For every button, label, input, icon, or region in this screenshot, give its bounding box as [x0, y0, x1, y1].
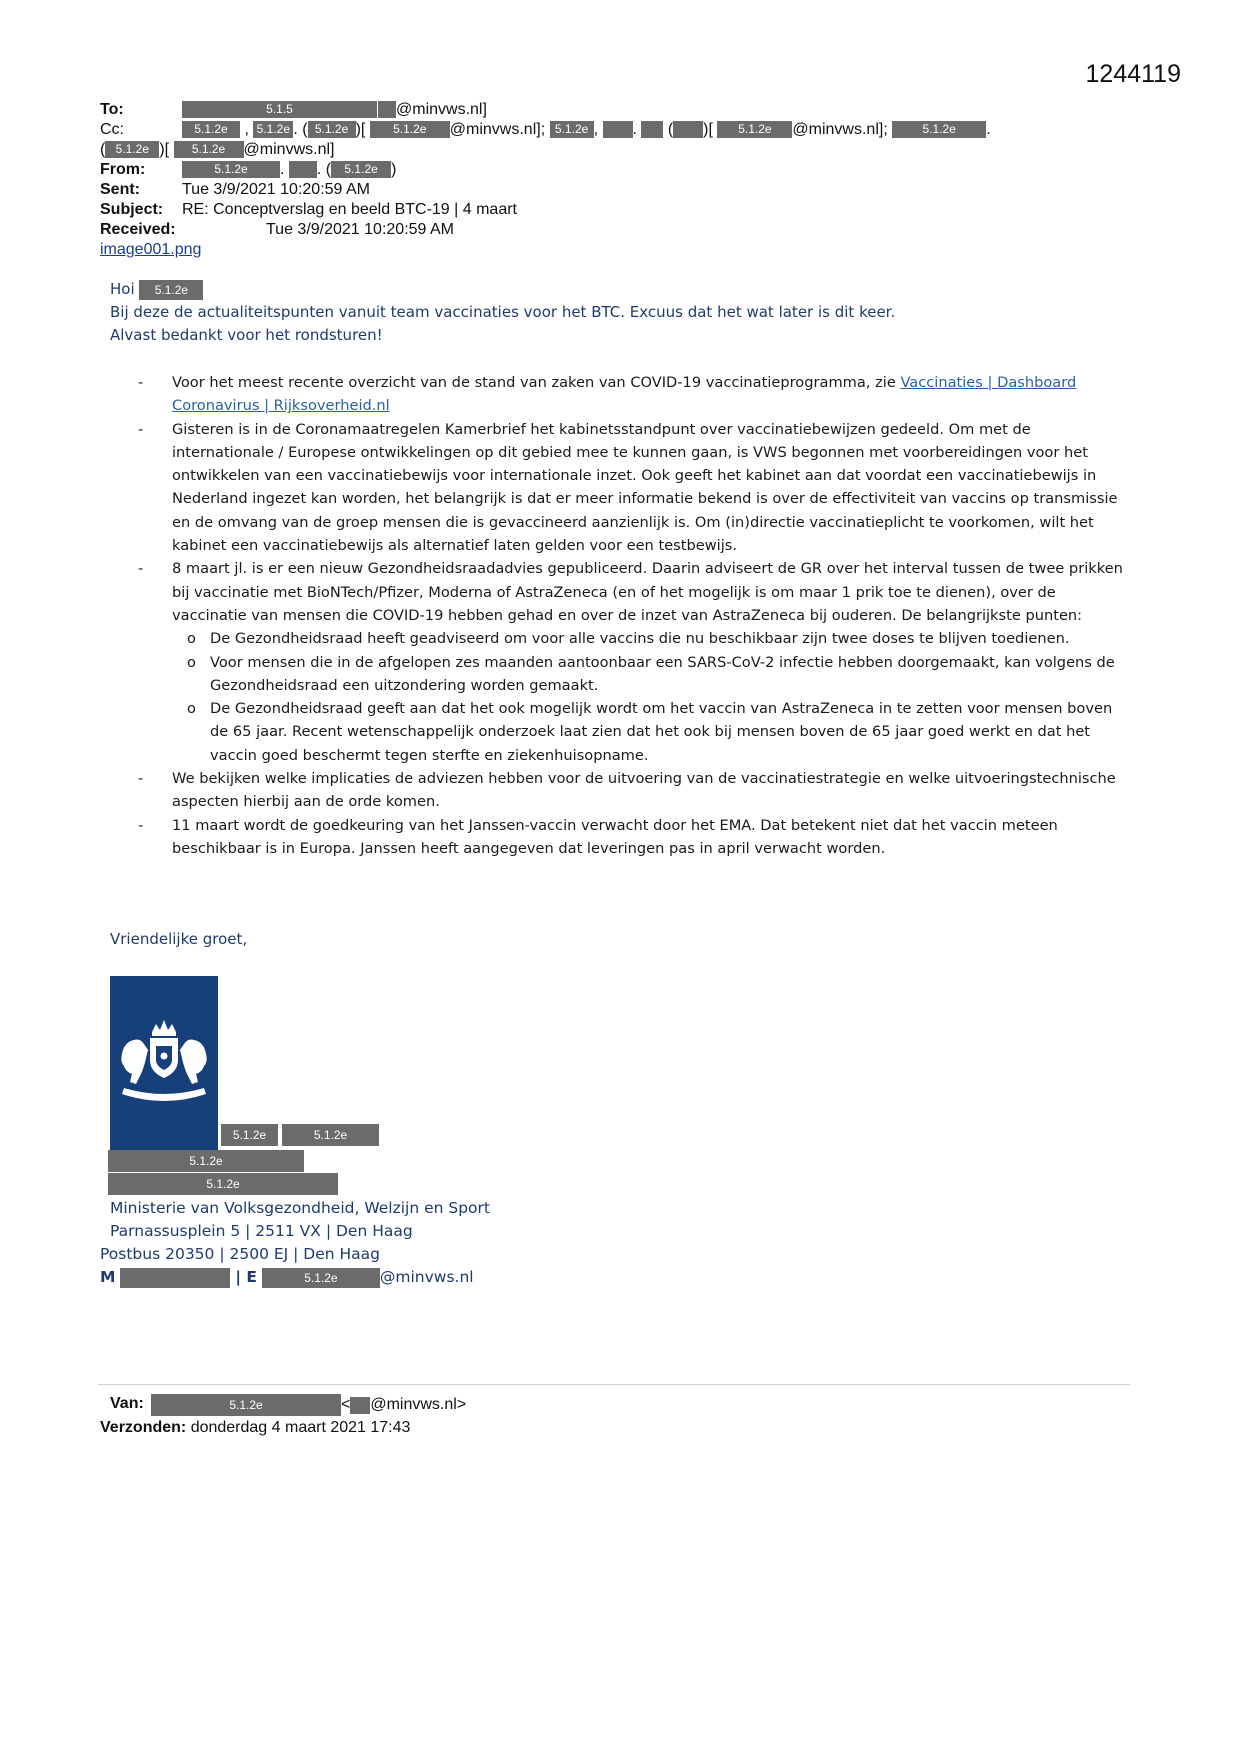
cc-line2-domain: @minvws.nl]: [243, 141, 335, 158]
attachment-link[interactable]: image001.png: [100, 241, 202, 258]
bullet-item: - 11 maart wordt de goedkeuring van het Janssen-vaccin verwacht door het EMA. Dat betekent niet dat het vaccin meteen beschikbaar is in Europa. Janssen heeft aangegeven dat leveringen pas in april verwacht worden.: [150, 814, 1130, 861]
redaction-box: 5.1.2e: [105, 141, 159, 158]
redaction-box: [350, 1397, 370, 1414]
redaction-box: 5.1.2e: [717, 121, 792, 138]
sub-bullet-item: o De Gezondheidsraad heeft geadviseerd om voor alle vaccins die nu beschikbaar zijn twee doses te blijven toedienen.: [150, 627, 1130, 650]
divider: [98, 1384, 1130, 1385]
coat-of-arms-icon: [110, 976, 218, 1150]
bullet-list: [138, 371, 1130, 860]
dash-marker: -: [138, 374, 144, 391]
cc-domain-2: @minvws.nl];: [792, 121, 888, 138]
redaction-box: [641, 121, 663, 138]
bullet-item: - 8 maart jl. is er een nieuw Gezondheidsraadadvies gepubliceerd. Daarin adviseert de GR over het interval tussen de twee prikken bij vaccinatie met BioNTech/Pfizer, Moderna of AstraZeneca (en of het mogelijk is om maar 1 prik toe te dienen), over de vaccinatie van mensen die COVID-19 hebben gehad en over de inzet van AstraZeneca bij ouderen. De belangrijkste punten:: [150, 557, 1130, 627]
received-value: Tue 3/9/2021 10:20:59 AM: [266, 221, 454, 238]
redaction-box: 5.1.2e: [282, 1124, 379, 1146]
redaction-box: 5.1.2e: [108, 1150, 304, 1172]
signature-name-row-2: [108, 1150, 304, 1172]
redaction-box: 5.1.2e: [892, 121, 986, 138]
cc-value: 5.1.2e , 5.1.2e . ( 5.1.2e )[ 5.1.2e @minvws.nl]; 5.1.2e , . ( )[ 5.1.2e @minvws.nl]; 5.1.2e .: [182, 120, 991, 140]
circle-marker: o: [187, 700, 196, 718]
redaction-box: 5.1.2e: [108, 1173, 338, 1195]
address-line-2: Postbus 20350 | 2500 EJ | Den Haag: [100, 1245, 381, 1263]
redaction-box: 5.1.2e: [139, 280, 203, 300]
greeting-line-2: Alvast bedankt voor het rondsturen!: [110, 326, 383, 344]
redaction-box: [289, 161, 317, 178]
van-row: [110, 1394, 144, 1414]
dash-marker: -: [138, 420, 144, 438]
e-label: | E: [235, 1268, 257, 1286]
greeting-hoi: Hoi 5.1.2e: [110, 278, 203, 301]
subject-value: RE: Conceptverslag en beeld BTC-19 | 4 maart: [182, 201, 517, 218]
redaction-box: 5.1.2e: [331, 161, 391, 178]
van-domain: @minvws.nl>: [370, 1396, 467, 1414]
from-label: From:: [100, 161, 146, 178]
redaction-box: 5.1.2e: [221, 1124, 278, 1146]
subject-label: Subject:: [100, 201, 164, 218]
address-line-1: Parnassusplein 5 | 2511 VX | Den Haag: [110, 1222, 413, 1240]
redaction-box: 5.1.2e: [262, 1268, 380, 1288]
van-label: Van:: [110, 1395, 144, 1412]
redaction-box: 5.1.2e: [151, 1394, 341, 1416]
bullet-item: - Voor het meest recente overzicht van de stand van zaken van COVID-19 vaccinatieprogramma, zie Vaccinaties | Dashboard Coronavirus | Rijksoverheid.nl: [150, 371, 1130, 418]
circle-marker: o: [187, 653, 196, 671]
to-row: [100, 100, 124, 120]
verzonden-row: [100, 1418, 410, 1438]
redaction-box: [673, 121, 703, 138]
redaction-box: 5.1.2e: [308, 121, 356, 138]
ministry-name: Ministerie van Volksgezondheid, Welzijn en Sport: [110, 1199, 490, 1217]
dashboard-link[interactable]: Vaccinaties | Dashboard Coronavirus | Rijksoverheid.nl: [172, 374, 1077, 415]
sent-label: Sent:: [100, 181, 140, 198]
sent-value: Tue 3/9/2021 10:20:59 AM: [182, 181, 370, 198]
redaction-box: 5.1.2e: [182, 121, 240, 138]
m-label: M: [100, 1268, 116, 1286]
redaction-box: 5.1.2e: [253, 121, 293, 138]
cc-domain-1: @minvws.nl];: [449, 121, 546, 138]
bullet-item: - Gisteren is in de Coronamaatregelen Kamerbrief het kabinetsstandpunt over vaccinatiebewijzen gedeeld. Om met de internationale / Europese ontwikkelingen op dit gebied mee te kunnen gaan, is VWS begonnen met voorbereidingen voor het ontwikkelen van een vaccinatiebewijs voor internationale inzet. Ook geeft het kabinet aan dat voordat een vaccinatiebewijs in Nederland ingezet kan worden, het belangrijk is dat er meer informatie bekend is over de effectiviteit van vaccins op transmissie en de omvang van de groep mensen die is gevaccineerd aanzienlijk is. Om (in)directie vaccinatieplicht te voorkomen, wilt het kabinet een vaccinatiebewijs als alternatief laten gelden voor een testbewijs.: [150, 418, 1130, 558]
greeting-line-1: Bij deze de actualiteitspunten vanuit team vaccinaties voor het BTC. Excuus dat het wat later is dit keer.: [110, 303, 896, 321]
closing: Vriendelijke groet,: [110, 930, 248, 948]
redaction-box: 5.1.2e: [550, 121, 594, 138]
bullet-item: - We bekijken welke implicaties de adviezen hebben voor de uitvoering van de vaccinatiestrategie en welke uitvoeringstechnische aspecten hierbij aan de orde komen.: [150, 767, 1130, 814]
sub-bullet-item: o De Gezondheidsraad geeft aan dat het ook mogelijk wordt om het vaccin van AstraZeneca in te zetten voor mensen boven de 65 jaar. Recent wetenschappelijk onderzoek laat zien dat het ook bij mensen boven de 65 jaar goed werkt en dat het vaccin goed beschermt tegen sterfte en ziekenhuisopname.: [150, 697, 1130, 767]
dash-marker: -: [138, 770, 144, 788]
verzonden-label: Verzonden:: [100, 1419, 187, 1436]
dash-marker: -: [138, 816, 144, 834]
received-label: Received:: [100, 221, 176, 238]
to-value: [182, 100, 487, 120]
cc-value-line2: ( 5.1.2e )[ 5.1.2e @minvws.nl]: [100, 141, 335, 158]
redaction-box: [603, 121, 633, 138]
signature-name-row-1: [221, 1124, 379, 1146]
to-domain: @minvws.nl]: [396, 101, 487, 118]
redaction-box: 5.1.2e: [182, 161, 280, 178]
circle-marker: o: [187, 630, 196, 648]
contact-line: [100, 1266, 474, 1289]
dash-marker: -: [138, 560, 144, 578]
van-value: 5.1.2e < @minvws.nl>: [151, 1394, 466, 1416]
to-label: To:: [100, 101, 124, 118]
redaction-box: [378, 101, 396, 118]
redaction-box: 5.1.5: [182, 101, 377, 118]
email-domain: @minvws.nl: [379, 1268, 474, 1286]
redaction-box: [120, 1268, 230, 1288]
cc-label: Cc:: [100, 121, 124, 138]
signature-name-row-3: [108, 1173, 338, 1195]
from-value: 5.1.2e . . ( 5.1.2e ): [182, 160, 396, 180]
redaction-box: 5.1.2e: [370, 121, 450, 138]
document-number: 1244119: [1085, 60, 1181, 88]
sub-bullet-item: o Voor mensen die in de afgelopen zes maanden aantoonbaar een SARS-CoV-2 infectie hebben doorgemaakt, kan volgens de Gezondheidsraad een uitzondering worden gemaakt.: [150, 651, 1130, 698]
redaction-box: 5.1.2e: [174, 141, 244, 158]
rijksoverheid-logo: [110, 976, 218, 1150]
verzonden-value: donderdag 4 maart 2021 17:43: [190, 1419, 411, 1436]
